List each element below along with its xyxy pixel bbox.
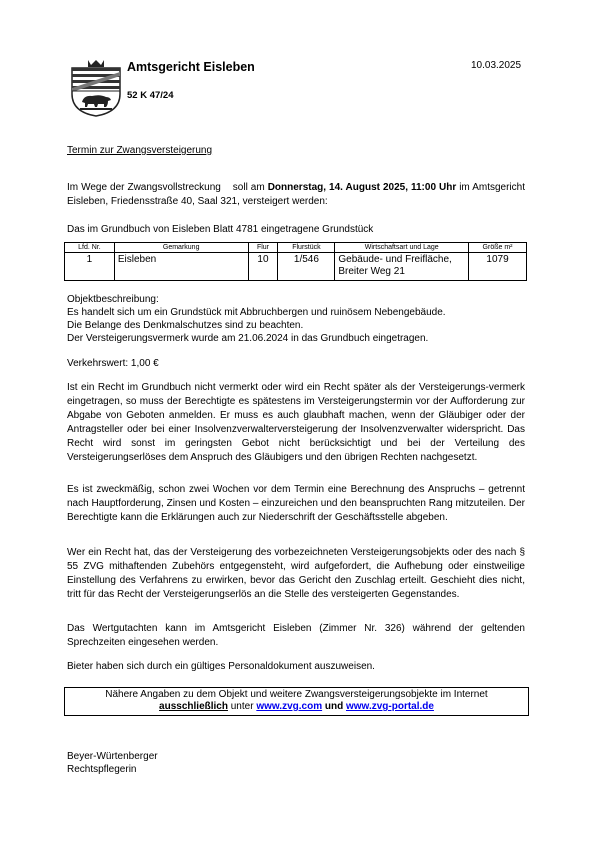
file-number: 52 K 47/24 xyxy=(127,90,174,101)
object-description-line: Es handelt sich um ein Grundstück mit Abbruchbergen und ruinösem Nebengebäude. xyxy=(67,307,446,318)
property-table xyxy=(64,242,527,281)
internet-notice-box xyxy=(64,687,529,716)
notice-line: Nähere Angaben zu dem Objekt und weitere Zwangsversteigerungsobjekte im Internet xyxy=(105,689,488,700)
notice-links-line xyxy=(65,701,528,713)
signature-block xyxy=(67,750,158,776)
notice-under: unter xyxy=(227,701,257,712)
header-gemarkung: Gemarkung xyxy=(114,243,248,253)
paragraph-id-requirement: Bieter haben sich durch ein gültiges Personaldokument auszuweisen. xyxy=(67,661,375,672)
zvg-com-link[interactable]: www.zvg.com xyxy=(256,701,323,712)
document-date: 10.03.2025 xyxy=(471,60,522,71)
header-wirtschaftsart: Wirtschaftsart und Lage xyxy=(335,243,469,253)
paragraph-claim-calculation: Es ist zweckmäßig, schon zwei Wochen vor dem Termin eine Berechnung des Anspruchs – getrennt nach Hauptforderung, Zinsen und Kosten – einzureichen und den beanspruchten Rang mitzuteilen. Der Berechtigte kann die Erklärungen auch zur Niederschrift der Geschäftsstelle abgeben. xyxy=(67,484,525,523)
cell-flurstueck: 1/546 xyxy=(278,253,335,281)
document-subject: Termin zur Zwangsversteigerung xyxy=(67,145,213,156)
intro-paragraph xyxy=(67,181,525,209)
header-groesse: Größe m² xyxy=(469,243,527,253)
market-value: Verkehrswert: 1,00 € xyxy=(67,358,159,369)
object-description-line: Der Versteigerungsvermerk wurde am 21.06.2024 in das Grundbuch eingetragen. xyxy=(67,333,429,344)
signer-name: Beyer-Würtenberger xyxy=(67,751,158,762)
paragraph-appraisal: Das Wertgutachten kann im Amtsgericht Eisleben (Zimmer Nr. 326) während der geltenden Sprechzeiten eingesehen werden. xyxy=(67,623,525,648)
cell-groesse: 1079 xyxy=(469,253,527,281)
signer-title: Rechtspflegerin xyxy=(67,764,137,775)
header-lfd-nr: Lfd. Nr. xyxy=(65,243,115,253)
table-header-row xyxy=(65,243,527,253)
notice-and: und xyxy=(322,701,346,712)
intro-text-2: im Amtsgericht Eisleben, Friedensstraße 40, Saal 321, versteigert werden: xyxy=(67,182,525,207)
paragraph-rights-registration: Ist ein Recht im Grundbuch nicht vermerkt oder wird ein Recht später als der Versteigerungs-vermerk eingetragen, so muss der Berechtigte es spätestens im Versteigerungstermin vor der Aufforderung zur Abgabe von Geboten anmelden. Er muss es auch glaubhaft machen, wenn der Gläubiger oder der Antragsteller oder bei einer Insolvenzverwalterversteigerung der Insolvenzverwalter widerspricht. Das Recht wird sonst im geringsten Gebot nicht berücksichtigt und bei der Verteilung des Versteigerungserlöses dem Anspruch des Gläubigers und den übrigen Rechten nachgesetzt. xyxy=(67,382,525,463)
cell-wirtschaftsart: Gebäude- und Freifläche, Breiter Weg 21 xyxy=(335,253,469,281)
object-description-line: Die Belange des Denkmalschutzes sind zu beachten. xyxy=(67,320,304,331)
notice-exclusive: ausschließlich xyxy=(159,701,228,712)
court-name: Amtsgericht Eisleben xyxy=(127,60,255,74)
cell-lfd-nr: 1 xyxy=(65,253,115,281)
object-description-label: Objektbeschreibung: xyxy=(67,294,159,305)
cell-gemarkung: Eisleben xyxy=(114,253,248,281)
table-row xyxy=(65,253,527,281)
object-description xyxy=(67,293,525,345)
paragraph-opposing-rights: Wer ein Recht hat, das der Versteigerung des vorbezeichneten Versteigerungsobjekts oder des nach § 55 ZVG mithaftenden Zubehörs entgegensteht, wird aufgefordert, die Aufhebung oder einstweilige Einstellung des Verfahrens zu erwirken, bevor das Gericht den Zuschlag erteilt. Geschieht dies nicht, tritt für das Recht der Versteigerungserlös an die Stelle des versteigerten Gegenstandes. xyxy=(67,547,525,600)
coat-of-arms-icon xyxy=(68,58,124,118)
header-flur: Flur xyxy=(248,243,278,253)
zvg-portal-link[interactable]: www.zvg-portal.de xyxy=(345,701,434,712)
intro-text-1: Im Wege der Zwangsvollstreckung soll am xyxy=(67,182,268,193)
grundbuch-line: Das im Grundbuch von Eisleben Blatt 4781 eingetragene Grundstück xyxy=(67,224,374,235)
header-flurstueck: Flurstück xyxy=(278,243,335,253)
cell-flur: 10 xyxy=(248,253,278,281)
auction-date-time: Donnerstag, 14. August 2025, 11:00 Uhr xyxy=(267,182,457,193)
